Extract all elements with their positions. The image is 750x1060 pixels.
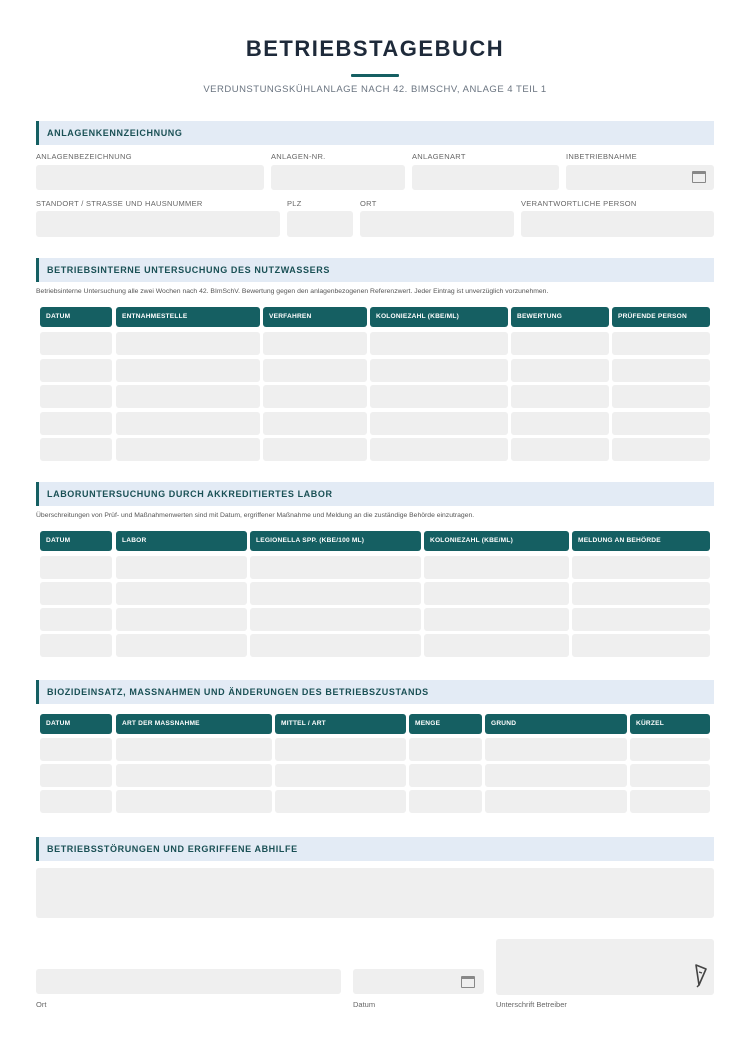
table-cell[interactable] — [250, 608, 421, 631]
table-cell[interactable] — [485, 790, 627, 813]
table-cell[interactable] — [40, 438, 112, 461]
table-cell[interactable] — [612, 385, 710, 408]
table-cell[interactable] — [424, 634, 569, 657]
table-cell[interactable] — [263, 385, 367, 408]
table-cell[interactable] — [485, 738, 627, 761]
page-title: BETRIEBSTAGEBUCH — [245, 36, 505, 61]
anlagenart-field[interactable] — [412, 165, 559, 190]
table-cell[interactable] — [116, 332, 260, 355]
calendar-icon[interactable] — [692, 171, 706, 183]
table-cell[interactable] — [40, 359, 112, 382]
inbetriebnahme-date-field[interactable] — [566, 165, 714, 190]
label-anlagen-nr: ANLAGEN-NR. — [271, 152, 326, 161]
table-cell[interactable] — [424, 556, 569, 579]
table-cell[interactable] — [511, 332, 609, 355]
column-header: DATUM — [40, 714, 112, 734]
table-cell[interactable] — [116, 608, 247, 631]
section-heading-text: BIOZIDEINSATZ, MASSNAHMEN UND ÄNDERUNGEN DES BETRIEBSZUSTANDS — [47, 687, 429, 697]
column-header: BEWERTUNG — [511, 307, 609, 327]
table-cell[interactable] — [116, 556, 247, 579]
table-cell[interactable] — [116, 764, 272, 787]
column-header: ENTNAHMESTELLE — [116, 307, 260, 327]
label-ort: ORT — [360, 199, 377, 208]
label-plz: PLZ — [287, 199, 302, 208]
table-cell[interactable] — [572, 634, 710, 657]
unterschrift-field[interactable] — [496, 939, 714, 995]
table-cell[interactable] — [511, 412, 609, 435]
table-cell[interactable] — [370, 359, 508, 382]
column-header: DATUM — [40, 307, 112, 327]
section-note-nutzwasser: Betriebsinterne Untersuchung alle zwei Wochen nach 42. BImSchV. Bewertung gegen den anlagenbezogenen Referenzwert. Jeder Eintrag ist unverzüglich vorzunehmen. — [36, 288, 549, 295]
betriebsstoerungen-textarea[interactable] — [36, 868, 714, 918]
table-cell[interactable] — [424, 582, 569, 605]
column-header: PRÜFENDE PERSON — [612, 307, 710, 327]
table-cell[interactable] — [275, 764, 406, 787]
column-header: DATUM — [40, 531, 112, 551]
table-cell[interactable] — [40, 608, 112, 631]
table-cell[interactable] — [275, 790, 406, 813]
signature-unterschrift-label: Unterschrift Betreiber — [496, 1000, 567, 1009]
standort-field[interactable] — [36, 211, 280, 237]
table-cell[interactable] — [116, 634, 247, 657]
table-cell[interactable] — [116, 412, 260, 435]
column-header: GRUND — [485, 714, 627, 734]
table-cell[interactable] — [370, 385, 508, 408]
table-cell[interactable] — [116, 582, 247, 605]
table-cell[interactable] — [116, 738, 272, 761]
table-cell[interactable] — [409, 738, 482, 761]
column-header: LABOR — [116, 531, 247, 551]
ort-field[interactable] — [360, 211, 514, 237]
table-cell[interactable] — [612, 438, 710, 461]
column-header: MENGE — [409, 714, 482, 734]
table-cell[interactable] — [612, 332, 710, 355]
column-header: ART DER MASSNAHME — [116, 714, 272, 734]
section-heading-text: BETRIEBSINTERNE UNTERSUCHUNG DES NUTZWASSERS — [47, 265, 330, 275]
table-cell[interactable] — [40, 332, 112, 355]
column-header: VERFAHREN — [263, 307, 367, 327]
section-heading-betriebsstoerungen — [36, 837, 714, 861]
section-heading-biozideinsatz — [36, 680, 714, 704]
section-note-labor: Überschreitungen von Prüf- und Maßnahmenwerten sind mit Datum, ergriffener Maßnahme und Meldung an die zuständige Behörde einzutragen. — [36, 512, 475, 519]
table-cell[interactable] — [511, 359, 609, 382]
table-cell[interactable] — [511, 438, 609, 461]
table-cell[interactable] — [424, 608, 569, 631]
column-header: KÜRZEL — [630, 714, 710, 734]
column-header: MITTEL / ART — [275, 714, 406, 734]
table-cell[interactable] — [40, 790, 112, 813]
section-heading-text: LABORUNTERSUCHUNG DURCH AKKREDITIERTES LABOR — [47, 489, 333, 499]
table-cell[interactable] — [263, 332, 367, 355]
table-cell[interactable] — [40, 385, 112, 408]
label-standort: STANDORT / STRASSE UND HAUSNUMMER — [36, 199, 203, 208]
table-cell[interactable] — [263, 359, 367, 382]
table-cell[interactable] — [572, 608, 710, 631]
label-inbetriebnahme: INBETRIEBNAHME — [566, 152, 637, 161]
column-header: KOLONIEZAHL (KBE/ML) — [370, 307, 508, 327]
anlagen-nr-field[interactable] — [271, 165, 405, 190]
table-cell[interactable] — [263, 438, 367, 461]
table-cell[interactable] — [370, 332, 508, 355]
signature-datum-field[interactable] — [353, 969, 484, 994]
table-cell[interactable] — [116, 359, 260, 382]
table-cell[interactable] — [630, 790, 710, 813]
column-header: LEGIONELLA SPP. (KBE/100 ML) — [250, 531, 421, 551]
table-cell[interactable] — [511, 385, 609, 408]
table-cell[interactable] — [40, 556, 112, 579]
title-accent-bar — [351, 74, 399, 77]
signature-pen-icon — [690, 961, 710, 989]
signature-datum-label: Datum — [353, 1000, 376, 1009]
table-cell[interactable] — [630, 738, 710, 761]
label-verantwortliche-person: VERANTWORTLICHE PERSON — [521, 199, 637, 208]
label-anlagenbezeichnung: ANLAGENBEZEICHNUNG — [36, 152, 132, 161]
table-cell[interactable] — [409, 764, 482, 787]
table-cell[interactable] — [370, 438, 508, 461]
table-cell[interactable] — [40, 582, 112, 605]
page-subtitle: VERDUNSTUNGSKÜHLANLAGE NACH 42. BIMSCHV, ANLAGE 4 TEIL 1 — [203, 84, 547, 95]
table-cell[interactable] — [40, 412, 112, 435]
table-cell[interactable] — [263, 412, 367, 435]
label-anlagenart: ANLAGENART — [412, 152, 466, 161]
verantwortliche-person-field[interactable] — [521, 211, 714, 237]
table-cell[interactable] — [572, 582, 710, 605]
table-cell[interactable] — [40, 634, 112, 657]
column-header: MELDUNG AN BEHÖRDE — [572, 531, 710, 551]
section-heading-text: BETRIEBSSTÖRUNGEN UND ERGRIFFENE ABHILFE — [47, 844, 298, 854]
section-heading-laboruntersuchung — [36, 482, 714, 506]
section-heading-nutzwasser — [36, 258, 714, 282]
column-header: KOLONIEZAHL (KBE/ML) — [424, 531, 569, 551]
table-cell[interactable] — [116, 790, 272, 813]
signature-ort-field[interactable] — [36, 969, 341, 994]
section-heading-text: ANLAGENKENNZEICHNUNG — [47, 128, 183, 138]
table-cell[interactable] — [630, 764, 710, 787]
table-cell[interactable] — [250, 556, 421, 579]
signature-ort-label: Ort — [36, 1000, 47, 1009]
table-cell[interactable] — [370, 412, 508, 435]
table-cell[interactable] — [612, 412, 710, 435]
calendar-icon[interactable] — [461, 976, 475, 988]
table-cell[interactable] — [485, 764, 627, 787]
table-cell[interactable] — [612, 359, 710, 382]
table-cell[interactable] — [40, 738, 112, 761]
table-cell[interactable] — [275, 738, 406, 761]
table-cell[interactable] — [40, 764, 112, 787]
table-cell[interactable] — [250, 582, 421, 605]
section-heading-anlagenkennzeichnung — [36, 121, 714, 145]
table-cell[interactable] — [116, 385, 260, 408]
plz-field[interactable] — [287, 211, 353, 237]
table-cell[interactable] — [250, 634, 421, 657]
table-cell[interactable] — [572, 556, 710, 579]
table-cell[interactable] — [116, 438, 260, 461]
table-cell[interactable] — [409, 790, 482, 813]
anlagenbezeichnung-field[interactable] — [36, 165, 264, 190]
